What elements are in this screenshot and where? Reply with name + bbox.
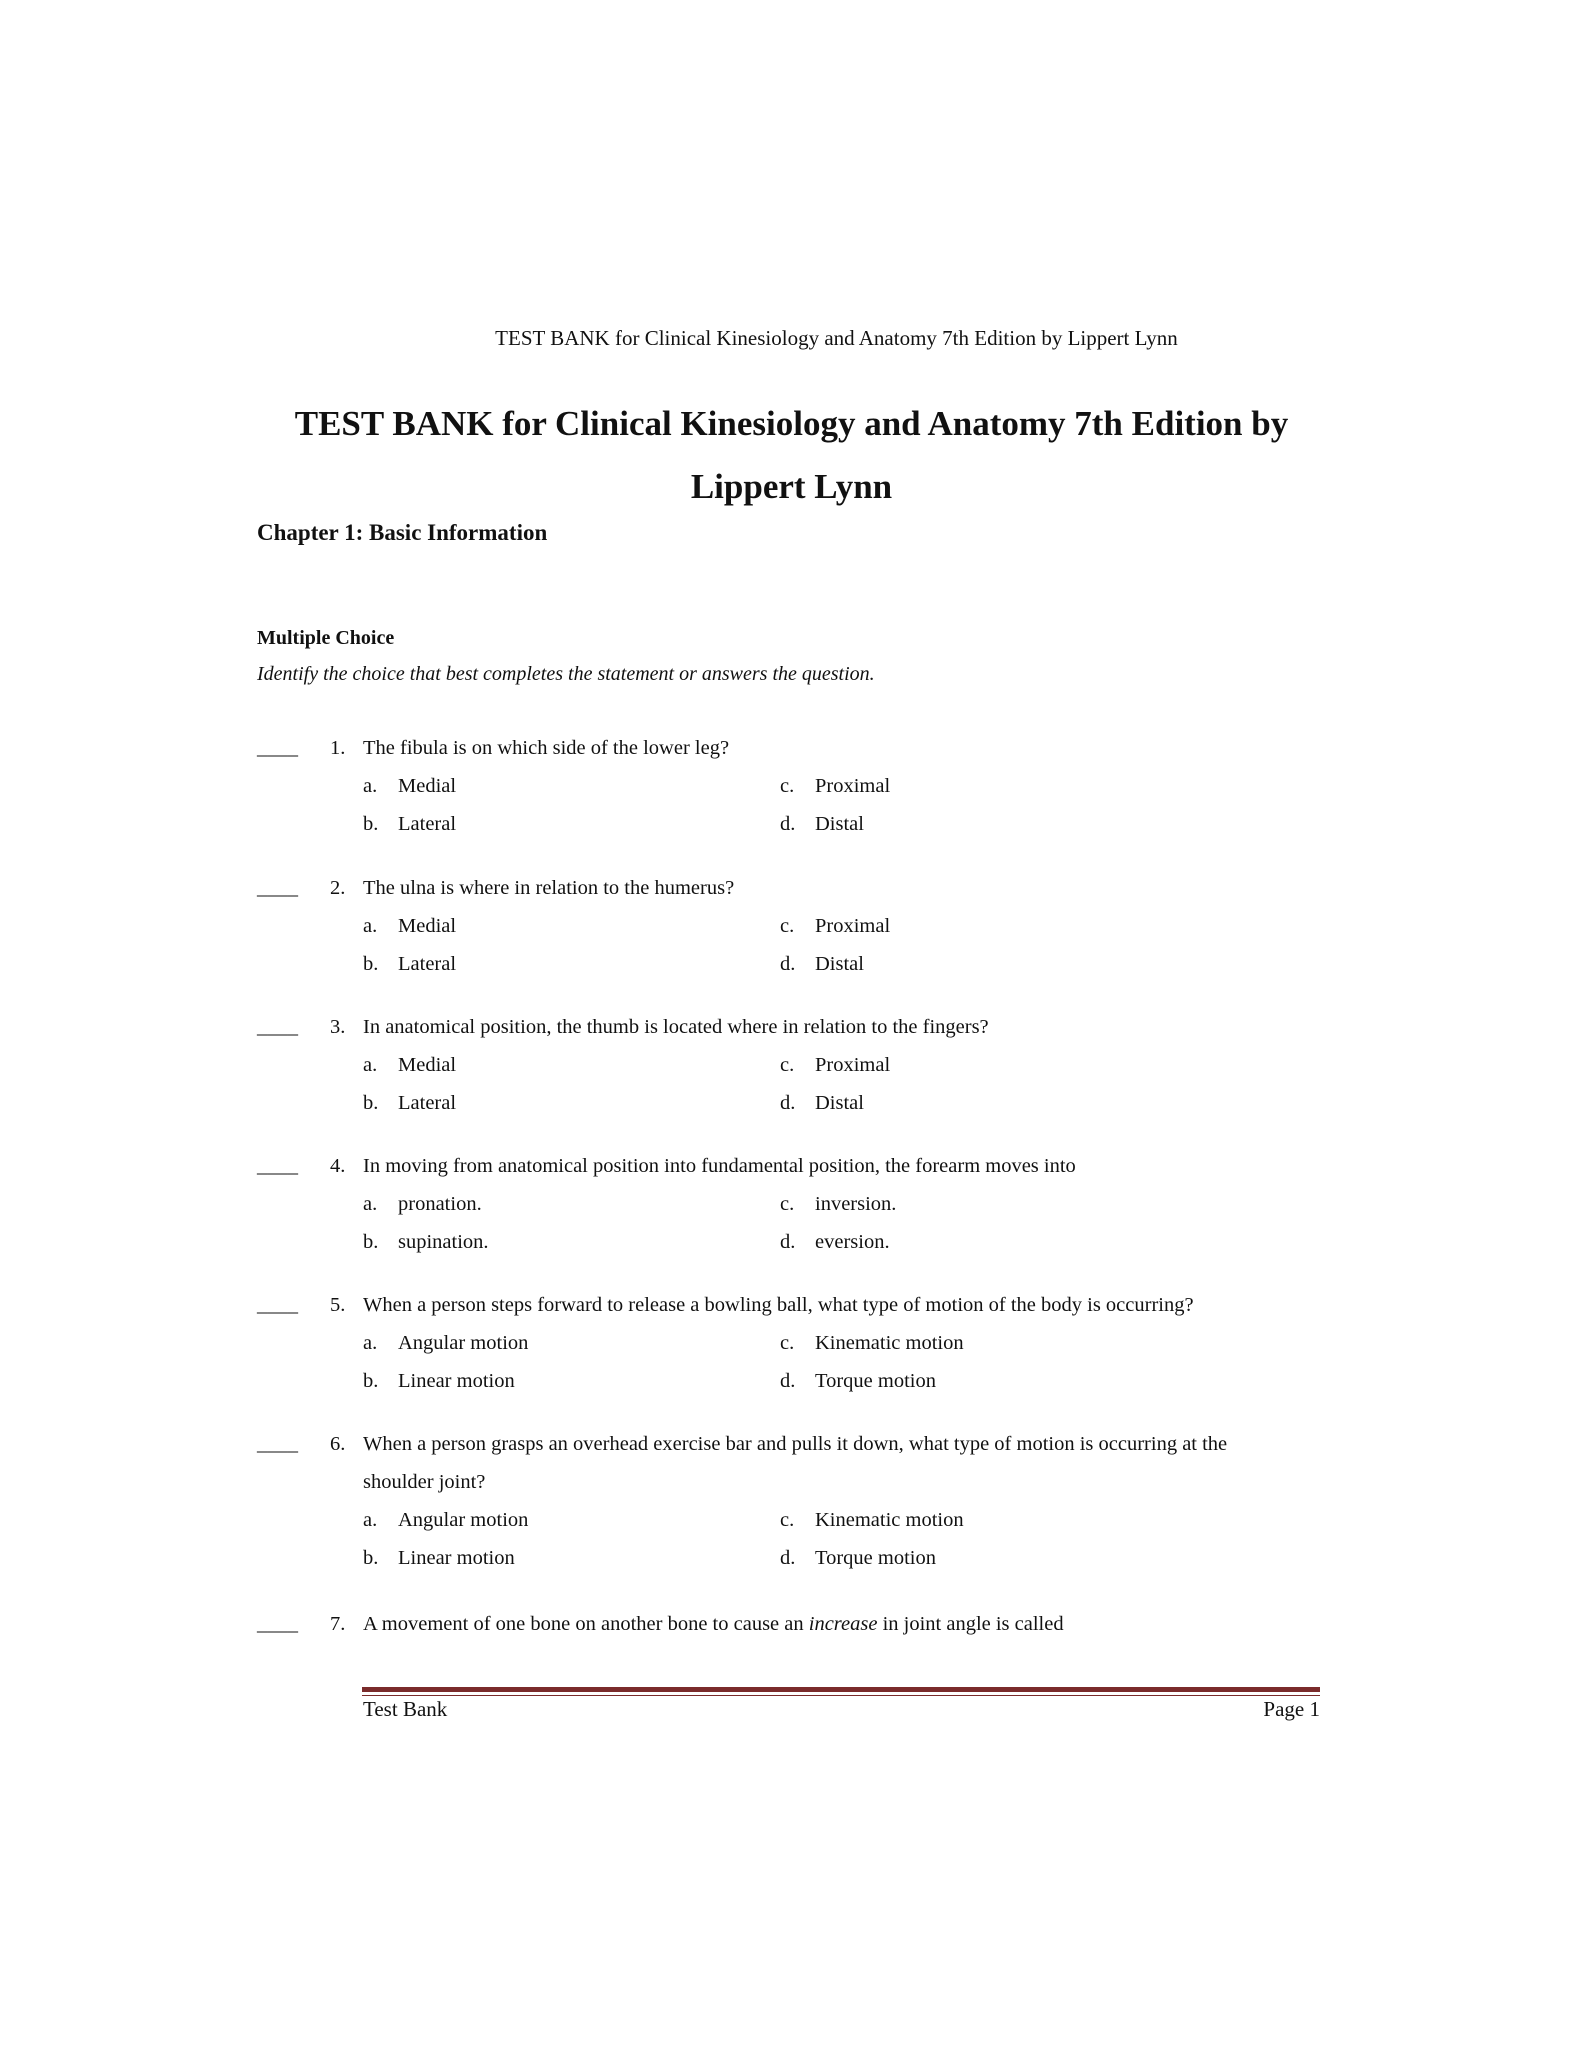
option-c[interactable] (780, 1193, 896, 1216)
option-text: pronation. (398, 1193, 482, 1215)
question-number: 2. (330, 877, 346, 899)
answer-blank[interactable]: ____ (257, 1433, 298, 1455)
answer-blank[interactable]: ____ (257, 737, 298, 759)
option-a[interactable] (363, 1054, 456, 1077)
option-a[interactable] (363, 775, 456, 798)
option-letter: b. (363, 1547, 379, 1569)
option-a[interactable] (363, 1332, 528, 1355)
option-text: Lateral (398, 813, 457, 835)
section-title: Multiple Choice (257, 627, 395, 649)
option-d[interactable] (780, 813, 864, 836)
footer-label: Test Bank (363, 1697, 448, 1721)
option-letter: d. (780, 953, 796, 975)
option-b[interactable] (363, 1370, 515, 1393)
option-letter: c. (780, 1332, 795, 1354)
option-letter: a. (363, 1193, 378, 1215)
option-c[interactable] (780, 1332, 964, 1355)
option-letter: c. (780, 915, 795, 937)
option-text: Proximal (815, 775, 891, 797)
question-number: 1. (330, 737, 346, 759)
footer-rule (362, 1687, 1320, 1692)
option-c[interactable] (780, 1054, 890, 1077)
question-text: When a person steps forward to release a bowling ball, what type of motion of the body is occurring? (363, 1294, 1194, 1316)
option-letter: c. (780, 1193, 795, 1215)
question-text: When a person grasps an overhead exercise bar and pulls it down, what type of motion is occurring at the shoulder joint? (363, 1433, 1228, 1493)
option-text: inversion. (815, 1193, 897, 1215)
option-letter: c. (780, 775, 795, 797)
option-c[interactable] (780, 1509, 964, 1532)
option-c[interactable] (780, 915, 890, 938)
option-letter: a. (363, 1332, 378, 1354)
option-letter: a. (363, 915, 378, 937)
question-number: 3. (330, 1016, 346, 1038)
question-number: 6. (330, 1433, 346, 1455)
title-line-2: Lippert Lynn (690, 467, 893, 506)
question-text: In anatomical position, the thumb is located where in relation to the fingers? (363, 1016, 989, 1038)
option-a[interactable] (363, 915, 456, 938)
option-text: Kinematic motion (815, 1332, 964, 1354)
question-number: 5. (330, 1294, 346, 1316)
option-text: eversion. (815, 1231, 890, 1253)
option-c[interactable] (780, 775, 890, 798)
question-text-part: in joint angle is called (877, 1613, 1064, 1635)
option-letter: c. (780, 1054, 795, 1076)
option-letter: d. (780, 1231, 796, 1253)
option-a[interactable] (363, 1509, 528, 1532)
option-letter: b. (363, 813, 379, 835)
option-text: Lateral (398, 1092, 457, 1114)
answer-blank[interactable]: ____ (257, 877, 298, 899)
option-text: Torque motion (815, 1370, 936, 1392)
document-title (0, 392, 1583, 518)
option-letter: c. (780, 1509, 795, 1531)
option-d[interactable] (780, 1547, 936, 1570)
title-line-1: TEST BANK for Clinical Kinesiology and Anatomy 7th Edition by (294, 404, 1289, 443)
option-text: Angular motion (398, 1509, 529, 1531)
option-text: Proximal (815, 1054, 891, 1076)
option-text: Kinematic motion (815, 1509, 964, 1531)
option-letter: b. (363, 953, 379, 975)
option-b[interactable] (363, 1547, 515, 1570)
option-b[interactable] (363, 1092, 456, 1115)
option-text: supination. (398, 1231, 489, 1253)
question-number: 7. (330, 1613, 346, 1635)
option-letter: d. (780, 1092, 796, 1114)
option-b[interactable] (363, 1231, 489, 1254)
section-instructions: Identify the choice that best completes the statement or answers the question. (257, 663, 875, 685)
question-text-part: A movement of one bone on another bone to cause an (363, 1613, 809, 1635)
running-header: TEST BANK for Clinical Kinesiology and Anatomy 7th Edition by Lippert Lynn (495, 326, 1178, 350)
option-letter: d. (780, 813, 796, 835)
option-a[interactable] (363, 1193, 482, 1216)
option-letter: b. (363, 1092, 379, 1114)
option-text: Distal (815, 1092, 864, 1114)
option-d[interactable] (780, 1370, 936, 1393)
question-text: The ulna is where in relation to the humerus? (363, 877, 735, 899)
option-letter: a. (363, 1054, 378, 1076)
option-letter: a. (363, 1509, 378, 1531)
option-letter: a. (363, 775, 378, 797)
option-letter: d. (780, 1370, 796, 1392)
option-text: Distal (815, 813, 864, 835)
option-d[interactable] (780, 1231, 890, 1254)
option-text: Medial (398, 915, 457, 937)
option-b[interactable] (363, 953, 456, 976)
question-text: The fibula is on which side of the lower leg? (363, 737, 730, 759)
option-letter: b. (363, 1370, 379, 1392)
option-text: Torque motion (815, 1547, 936, 1569)
question-text-emphasis: increase (808, 1613, 878, 1635)
chapter-heading: Chapter 1: Basic Information (257, 520, 548, 545)
question-number: 4. (330, 1155, 346, 1177)
answer-blank[interactable]: ____ (257, 1016, 298, 1038)
question-text (363, 1613, 1064, 1636)
option-text: Distal (815, 953, 864, 975)
option-letter: b. (363, 1231, 379, 1253)
option-letter: d. (780, 1547, 796, 1569)
answer-blank[interactable]: ____ (257, 1613, 298, 1635)
option-d[interactable] (780, 953, 864, 976)
answer-blank[interactable]: ____ (257, 1155, 298, 1177)
option-text: Angular motion (398, 1332, 529, 1354)
option-b[interactable] (363, 813, 456, 836)
answer-blank[interactable]: ____ (257, 1294, 298, 1316)
footer-rule-thin (362, 1695, 1320, 1696)
page-number: Page 1 (1263, 1697, 1320, 1721)
option-text: Linear motion (398, 1547, 515, 1569)
option-text: Linear motion (398, 1370, 515, 1392)
option-text: Medial (398, 1054, 457, 1076)
option-text: Proximal (815, 915, 891, 937)
option-d[interactable] (780, 1092, 864, 1115)
option-text: Lateral (398, 953, 457, 975)
option-text: Medial (398, 775, 457, 797)
question-text: In moving from anatomical position into fundamental position, the forearm moves into (363, 1155, 1076, 1177)
